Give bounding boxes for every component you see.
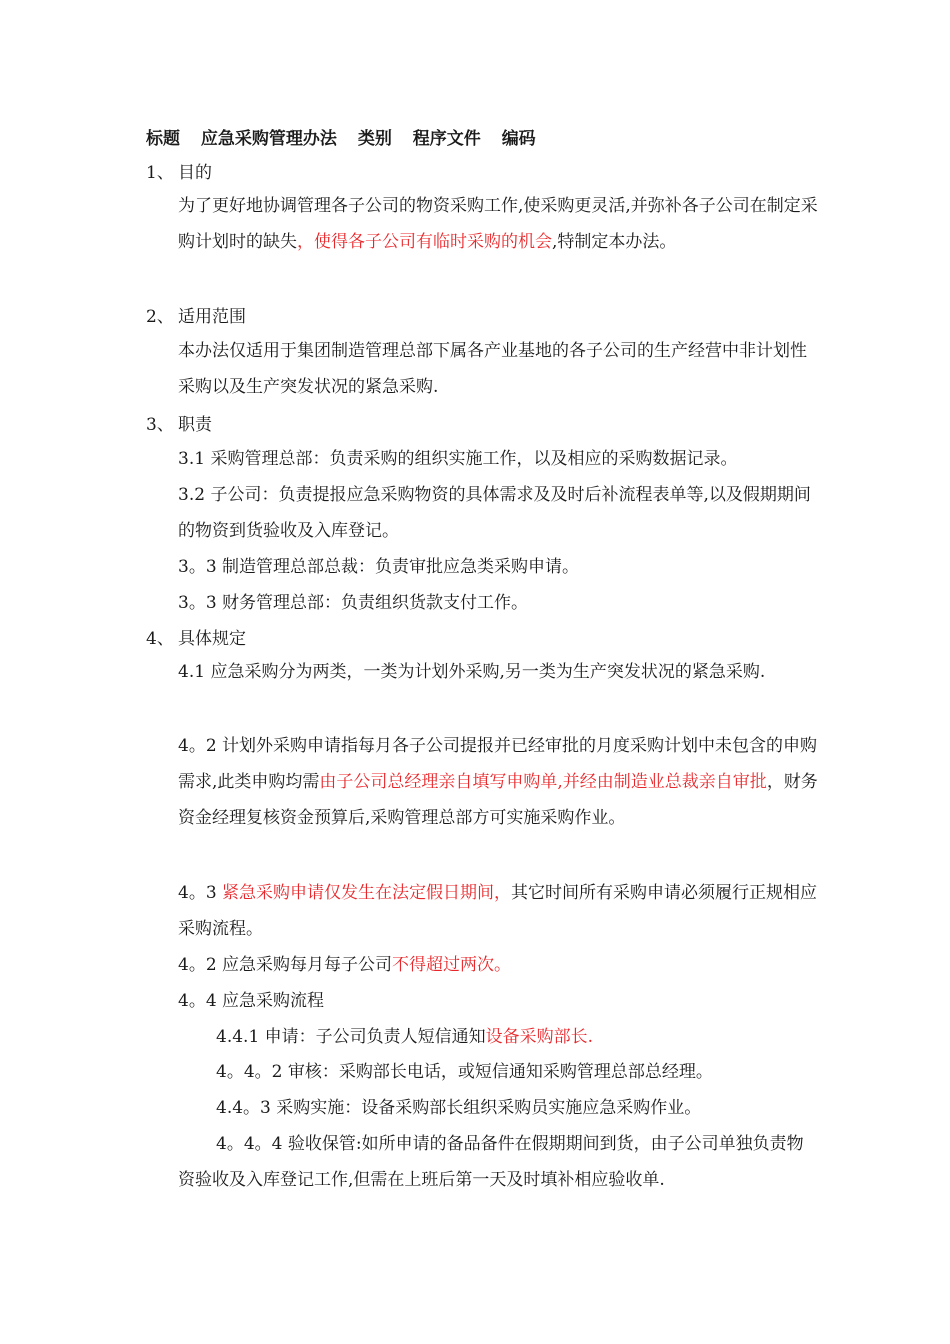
document-title-line [146,124,551,149]
responsibility-3-1: 3.1 采购管理总部：负责采购的组织实施工作，以及相应的采购数据记录。 [178,449,738,469]
section-title: 目的 [178,163,212,183]
section-heading-responsibilities [146,410,212,435]
title-label: 标题 [146,129,180,149]
section-heading-scope [146,302,246,327]
purpose-text: 为了更好地协调管理各子公司的物资采购工作,使采购更灵活,并弥补各子公司在制定采购计划时的缺失 [178,196,818,252]
category-value: 程序文件 [412,129,481,149]
purpose-paragraph [178,188,818,260]
purpose-emphasis: ，使得各子公司有临时采购的机会 [297,232,552,252]
provision-4-1: 4.1 应急采购分为两类，一类为计划外采购,另一类为生产突发状况的紧急采购. [178,662,766,682]
section-heading-purpose [146,158,212,183]
provision-4-2-limit [178,947,818,983]
section-heading-provisions [146,624,246,649]
section-number: 3、 [146,415,174,435]
provision-4-4-1 [216,1019,816,1055]
responsibility-3-3-finance: 3。3 财务管理总部：负责组织货款支付工作。 [178,593,529,613]
provision-4-2-text-end: ，财务资金经理复核资金预算后,采购管理总部方可实施采购作业。 [178,772,818,828]
scope-paragraph: 本办法仅适用于集团制造管理总部下属各产业基地的各子公司的生产经营中非计划性采购以及生产突发状况的紧急采购. [178,341,807,397]
apply-text: 4.4.1 申请：子公司负责人短信通知 [216,1027,486,1047]
section-number: 1、 [146,163,174,183]
provision-4-2-text: 4。2 计划外采购申请指每月各子公司提报并已经审批的月度采购计划中未包含的申购需求,此类申购均需 [178,736,818,792]
section-number: 2、 [146,307,174,327]
section-number: 4、 [146,629,174,649]
section-title: 适用范围 [178,307,246,327]
provision-4-2 [178,728,818,836]
provision-4-4-4: 4。4。4 验收保管:如所申请的备品备件在假期期间到货，由子公司单独负责物资验收及入库登记工作,但需在上班后第一天及时填补相应验收单. [178,1134,804,1190]
purpose-text-end: ,特制定本办法。 [552,232,677,252]
code-label: 编码 [501,129,536,149]
provision-4-3-number: 4。3 [178,883,223,903]
limit-text: 4。2 应急采购每月每子公司 [178,955,393,975]
provision-4-3-emphasis: 紧急采购申请仅发生在法定假日期间， [222,883,512,903]
responsibility-3-2: 3.2 子公司：负责提报应急采购物资的具体需求及及时后补流程表单等,以及假期期间的物资到货验收及入库登记。 [178,485,811,541]
section-title: 具体规定 [178,629,246,649]
document-name: 应急采购管理办法 [200,129,337,149]
provision-4-4-2: 4。4。2 审核：采购部长电话，或短信通知采购管理总部总经理。 [216,1062,713,1082]
apply-emphasis: 设备采购部长. [485,1027,594,1047]
section-title: 职责 [178,415,212,435]
provision-4-4-3: 4.4。3 采购实施：设备采购部长组织采购员实施应急采购作业。 [216,1098,702,1118]
provision-4-4: 4。4 应急采购流程 [178,991,325,1011]
responsibility-3-3-president: 3。3 制造管理总部总裁：负责审批应急类采购申请。 [178,557,580,577]
provision-4-3-text: 其它时间所有采购申请必须履行正规相应采购流程。 [178,883,818,939]
limit-emphasis: 不得超过两次。 [392,955,512,975]
category-label: 类别 [357,129,392,149]
provision-4-3 [178,875,818,947]
provision-4-2-emphasis: 由子公司总经理亲自填写申购单,并经由制造业总裁亲自审批 [319,772,767,792]
